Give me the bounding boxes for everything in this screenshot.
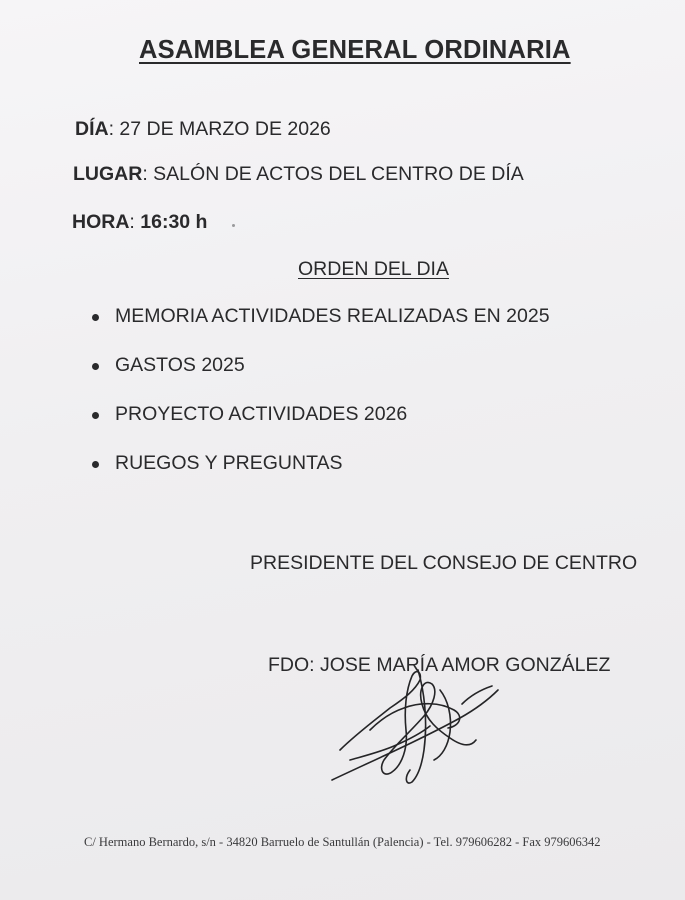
agenda-item — [92, 305, 550, 354]
place-value: : SALÓN DE ACTOS DEL CENTRO DE DÍA — [142, 163, 524, 185]
agenda-title: ORDEN DEL DIA — [298, 258, 449, 280]
date-label: DÍA — [75, 118, 109, 140]
date-value: : 27 DE MARZO DE 2026 — [108, 118, 331, 140]
agenda-item — [92, 452, 550, 501]
time-field — [72, 211, 207, 234]
time-label: HORA — [72, 211, 130, 233]
agenda-item-text: PROYECTO ACTIVIDADES 2026 — [115, 403, 408, 425]
time-value: 16:30 h — [140, 211, 208, 233]
document-title: ASAMBLEA GENERAL ORDINARIA — [139, 36, 571, 64]
agenda-item — [92, 403, 550, 452]
agenda-item-text: RUEGOS Y PREGUNTAS — [115, 452, 343, 474]
president-title: PRESIDENTE DEL CONSEJO DE CENTRO — [250, 552, 638, 574]
time-colon: : — [129, 211, 141, 233]
ink-speck — [232, 224, 235, 227]
address-footer: C/ Hermano Bernardo, s/n - 34820 Barruelo de Santullán (Palencia) - Tel. 979606282 - Fax 979606342 — [84, 835, 601, 849]
signatory-name: FDO: JOSE MARÍA AMOR GONZÁLEZ — [268, 654, 611, 676]
place-field — [73, 163, 524, 186]
bullet-icon — [92, 363, 99, 370]
agenda-item — [92, 354, 550, 403]
bullet-icon — [92, 461, 99, 468]
date-field — [75, 118, 331, 141]
agenda-item-text: MEMORIA ACTIVIDADES REALIZADAS EN 2025 — [115, 305, 550, 327]
bullet-icon — [92, 314, 99, 321]
place-label: LUGAR — [73, 163, 143, 185]
agenda-list — [92, 305, 550, 501]
bullet-icon — [92, 412, 99, 419]
agenda-item-text: GASTOS 2025 — [115, 354, 245, 376]
handwritten-signature — [320, 660, 510, 795]
